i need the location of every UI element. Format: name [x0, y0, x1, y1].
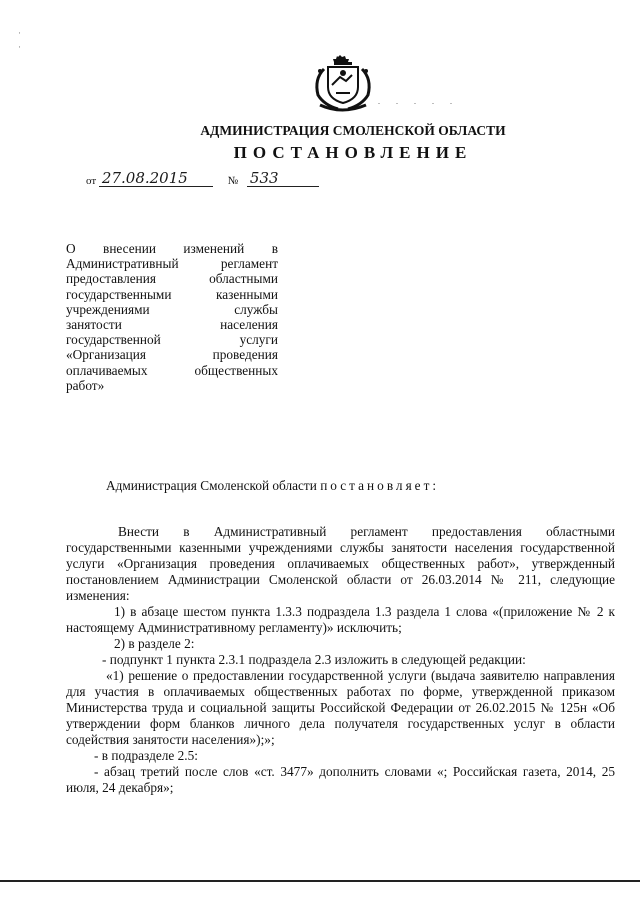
page-bottom-rule: [0, 880, 640, 882]
number-label: №: [227, 175, 239, 187]
organization-title: АДМИНИСТРАЦИЯ СМОЛЕНСКОЙ ОБЛАСТИ: [200, 123, 506, 138]
subject-line: О внесении изменений в: [66, 241, 278, 256]
decree-statement: [106, 478, 439, 494]
subject-line: «Организация проведения: [66, 347, 278, 363]
handwritten-number: 533: [247, 170, 319, 187]
subject-line: учреждениями службы: [66, 301, 278, 317]
subject-line: предоставления областными: [66, 271, 278, 287]
body-paragraph: «1) решение о предоставлении государственной услуги (выдача заявителю направления для участия в оплачиваемых общественных работах по форме, утвержденной приказом Министерства труда и социальной защиты Российской Федерации от 26.02.2015 № 125н «Об утверждении форм бланков личного дела получателя государственных услуг в области содействия занятости населения»);»;: [66, 668, 615, 747]
date-number-line: [86, 170, 319, 192]
body-paragraph: Внести в Административный регламент предоставления областными государственными казенными учреждениями службы занятости населения государственной услуги «Организация проведения оплачиваемых общественных работ», утвержденный постановлением Администрации Смоленской области от 26.03.2014 № 211, следующие изменения:: [66, 524, 615, 603]
coat-of-arms-emblem: [302, 55, 384, 117]
subject-line: государственной услуги: [66, 332, 278, 348]
body-paragraph: 2) в разделе 2:: [114, 636, 195, 651]
scan-dots: . . . . .: [378, 97, 459, 106]
body-paragraph: - абзац третий после слов «ст. 3477» дополнить словами «; Российская газета, 2014, 25 июля, 24 декабря»;: [66, 764, 615, 795]
date-label: от: [86, 175, 97, 187]
subject-line: оплачиваемых общественных: [66, 362, 278, 378]
document-type-title: ПОСТАНОВЛЕНИЕ: [233, 143, 473, 162]
document-body: [66, 524, 615, 796]
subject-line: государственными казенными: [66, 286, 278, 302]
subject-line: Административный регламент: [66, 256, 278, 272]
handwritten-date: 27.08.2015: [99, 170, 213, 187]
scan-mark: ·: [18, 28, 21, 38]
subject-line: занятости населения: [66, 317, 278, 333]
scan-mark: ·: [18, 42, 21, 52]
decree-prefix: Администрация Смоленской области: [106, 478, 321, 493]
subject-line: работ»: [66, 377, 105, 393]
decree-verb: постановляет:: [320, 478, 440, 493]
subject-block: [66, 241, 278, 393]
body-paragraph: 1) в абзаце шестом пункта 1.3.3 подраздела 1.3 раздела 1 слова «(приложение № 2 к настоящему Административному регламенту)» исключить;: [66, 604, 615, 635]
body-paragraph: - в подразделе 2.5:: [94, 748, 198, 763]
body-paragraph: - подпункт 1 пункта 2.3.1 подраздела 2.3 изложить в следующей редакции:: [102, 652, 526, 667]
